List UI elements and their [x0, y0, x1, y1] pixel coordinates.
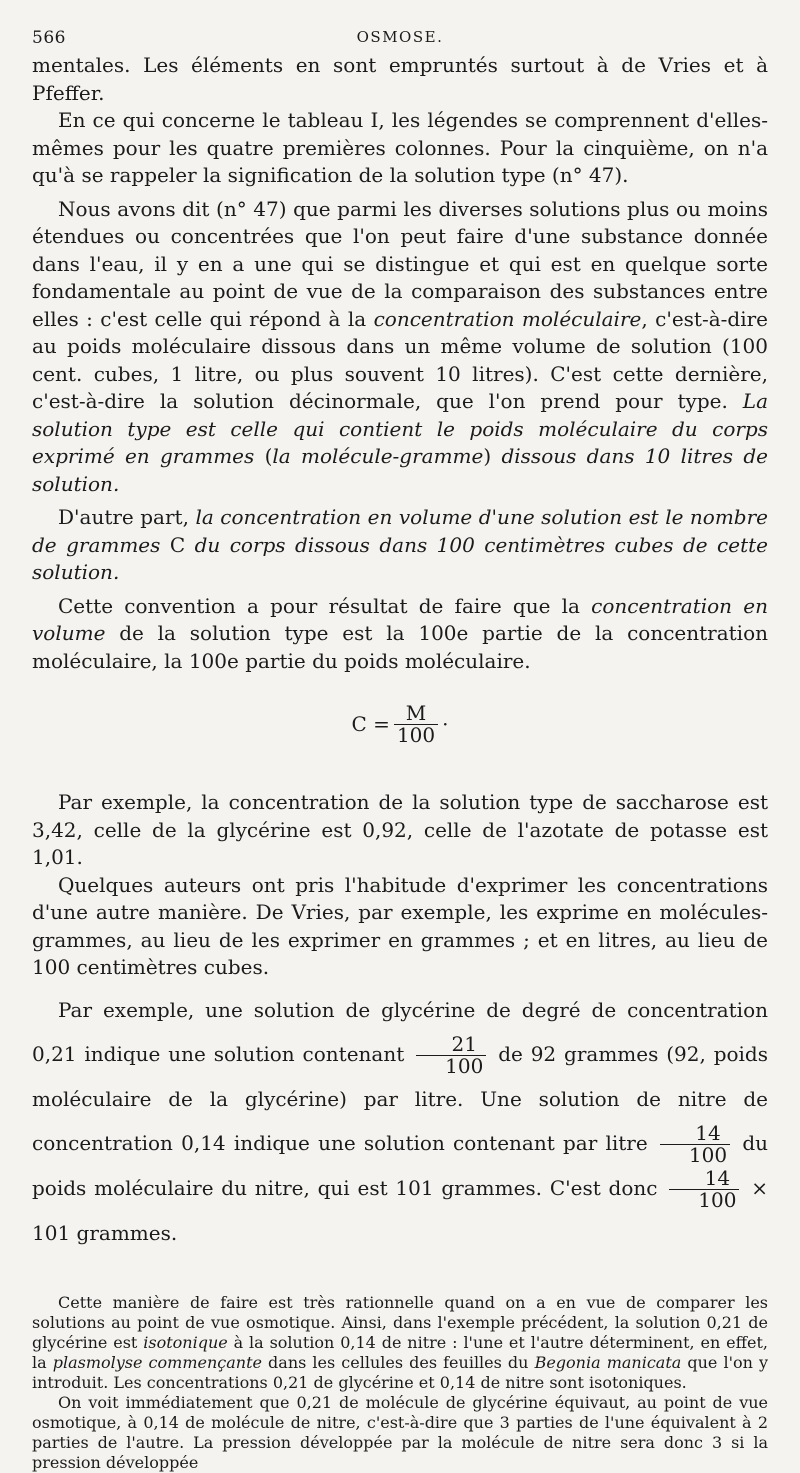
fraction-14-100-a: $\frac{14}{100}$	[660, 1123, 730, 1166]
paragraph-4: D'autre part, la concentration en volume d'une solution est le nombre de grammes C du corps dissous dans 100 centimètres cubes de cette solution.	[32, 505, 768, 584]
formula-concentration	[32, 689, 768, 759]
fraction-14-100-b: $\frac{14}{100}$	[669, 1168, 739, 1211]
footnotes	[32, 1293, 768, 1473]
page-header	[32, 28, 768, 52]
paragraph-5: Cette convention a pour résultat de faire que la concentration en volume de la solution type est la 100e partie de la concentration moléculaire, la 100e partie du poids moléculaire.	[32, 593, 768, 673]
running-title: OSMOSE.	[356, 28, 444, 46]
book-page	[32, 28, 768, 1473]
paragraph-6: Par exemple, la concentration de la solution type de saccharose est 3,42, celle de la glycérine est 0,92, celle de l'azotate de potasse est 1,01.	[32, 790, 768, 869]
page-number: 566	[32, 28, 66, 48]
fraction-21-100: $\frac{21}{100}$	[416, 1034, 486, 1077]
formula-end: ·	[442, 712, 449, 736]
paragraph-8: Par exemple, une solution de glycérine de degré de concentration 0,21 indique une solution contenant $\frac{21}{100}$ de 92 grammes (92, poids moléculaire de la glycérine) par litre. Une solution de nitre de concentration 0,14 indique une solution contenant par litre $\frac{14}{100}$ du poids moléculaire du nitre, qui est 101 grammes. C'est donc $\frac{14}{100}$ × 101 grammes.	[32, 997, 769, 1245]
paragraph-3: Nous avons dit (n° 47) que parmi les diverses solutions plus ou moins étendues ou concentrées que l'on peut faire d'une substance donnée dans l'eau, il y en a une qui se distingue et qui est en quelque sorte fondamentale au point de vue de la comparaison des substances entre elles : c'est celle qui répond à la concentration moléculaire, c'est-à-dire au poids moléculaire dissous dans un même volume de solution (100 cent. cubes, 1 litre, ou plus souvent 10 litres). C'est cette dernière, c'est-à-dire la solution décinormale, que l'on prend pour type. La solution type est celle qui contient le poids moléculaire du corps exprimé en grammes (la molécule-gramme) dissous dans 10 litres de solution.	[32, 196, 769, 496]
paragraph-1: mentales. Les éléments en sont empruntés surtout à de Vries et à Pfeffer.	[32, 53, 768, 105]
footnote-1: Cette manière de faire est très rationnelle quand on a en vue de comparer les solutions au point de vue osmotique. Ainsi, dans l'exemple précédent, la solution 0,21 de glycérine est isotonique à la solution 0,14 de nitre : l'une et l'autre déterminent, en effet, la plasmolyse commençante dans les cellules des feuilles du Begonia manicata que l'on y introduit. Les concentrations 0,21 de glycérine et 0,14 de nitre sont isotoniques.	[32, 1292, 769, 1392]
formula-numerator: M	[394, 703, 438, 725]
paragraph-2: En ce qui concerne le tableau I, les légendes se comprennent d'elles-mêmes pour les quatre premières colonnes. Pour la cinquième, on n'a qu'à se rappeler la signification de la solution type (n° 47).	[32, 108, 768, 187]
formula-denominator: 100	[396, 722, 436, 747]
formula-lhs: C =	[351, 712, 390, 736]
paragraph-7: Quelques auteurs ont pris l'habitude d'exprimer les concentrations d'une autre manière. De Vries, par exemple, les exprime en molécules-grammes, au lieu de les exprimer en grammes ; et en litres, au lieu de 100 centimètres cubes.	[32, 872, 768, 979]
footnote-2: On voit immédiatement que 0,21 de molécule de glycérine équivaut, au point de vue osmotique, à 0,14 de molécule de nitre, c'est-à-dire que 3 parties de l'une équivalent à 2 parties de l'autre. La pression développée par la molécule de nitre sera donc 3 si la pression développée	[32, 1392, 768, 1472]
formula-fraction	[394, 700, 438, 747]
